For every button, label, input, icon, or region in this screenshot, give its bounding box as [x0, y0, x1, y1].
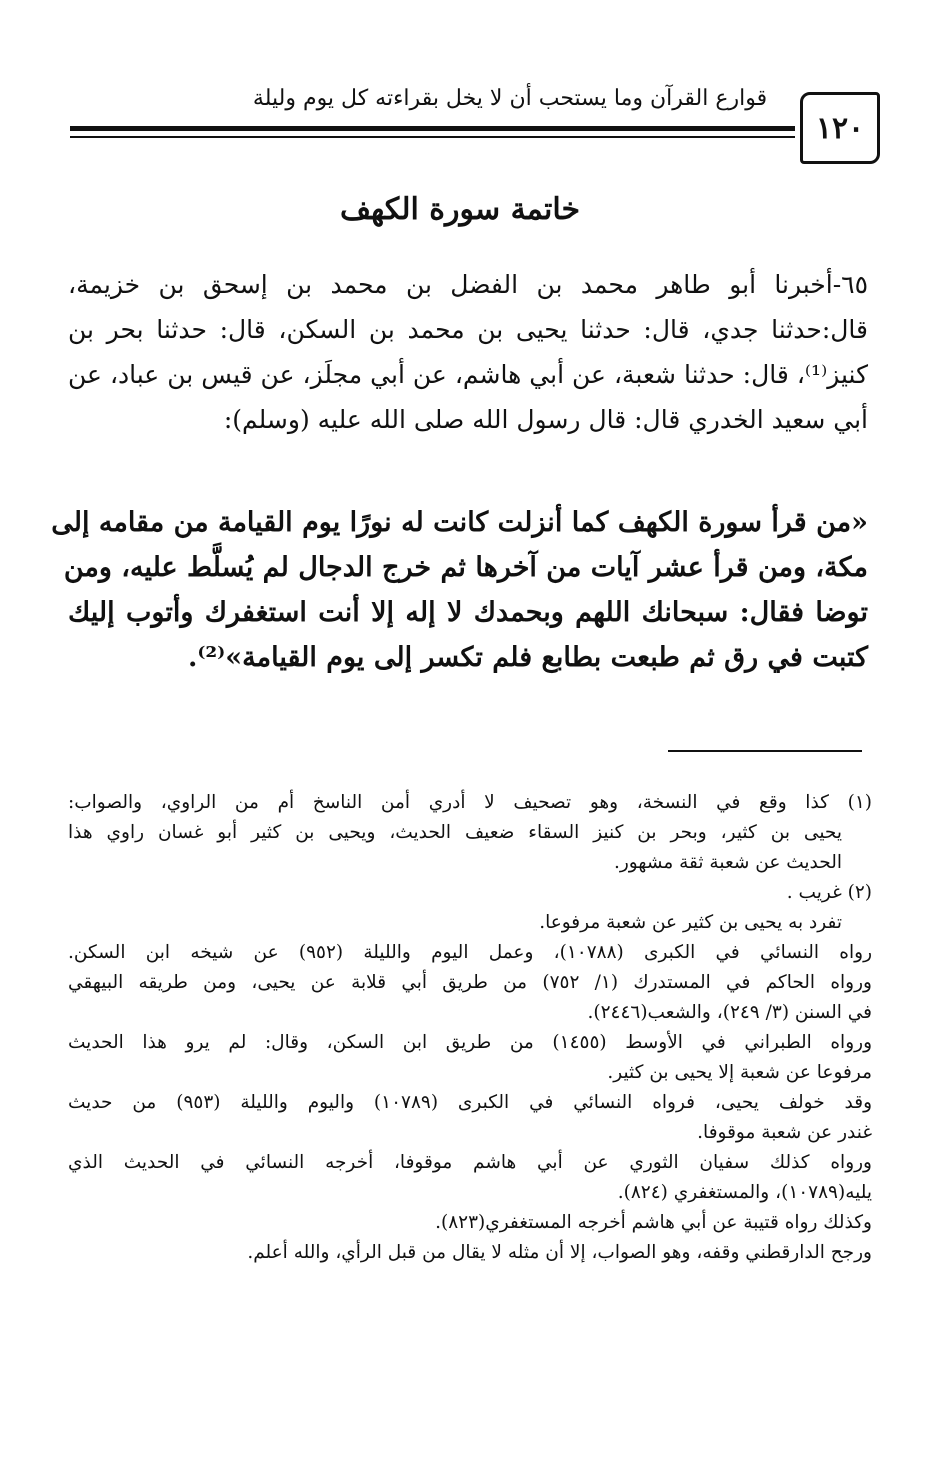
section-title: خاتمة سورة الكهف: [339, 192, 581, 227]
hadith-line: توضا فقال: سبحانك اللهم وبحمدك لا إله إلا أنت استغفرك وأتوب إليك: [68, 597, 868, 628]
footnote-line: (١) كذا وقع في النسخة، وهو تصحيف لا أدري أمن الناسخ أم من الراوي، والصواب:: [68, 792, 872, 813]
hadith-line: كتبت في رق ثم طبعت بطابع فلم تكسر إلى يوم القيامة»⁽²⁾.: [187, 642, 868, 673]
footnote-line: (٢) غريب .: [786, 882, 872, 903]
hadith-line: مكة، ومن قرأ عشر آيات من آخرها ثم خرج الدجال لم يُسلَّط عليه، ومن: [63, 552, 868, 583]
footnote-line: يليه(١٠٧٨٩)، والمستغفري (٨٢٤).: [617, 1182, 872, 1203]
footnote-line: تفرد به يحيى بن كثير عن شعبة مرفوعا.: [539, 912, 842, 933]
isnad-line: قال:حدثنا جدي، قال: حدثنا يحيى بن محمد بن السكن، قال: حدثنا بحر بن: [68, 315, 868, 344]
isnad-paragraph: [68, 262, 868, 442]
page-number: ١٢٠: [800, 92, 880, 164]
footnotes: [68, 788, 872, 1268]
footnote-line: يحيى بن كثير، وبحر بن كنيز السقاء ضعيف الحديث، ويحيى بن كثير أبو غسان راوي هذا: [68, 822, 842, 843]
footnote-line: في السنن (٣/ ٢٤٩)، والشعب(٢٤٤٦).: [587, 1002, 872, 1023]
footnote-line: الحديث عن شعبة ثقة مشهور.: [613, 852, 842, 873]
hadith-text: [51, 500, 868, 680]
footnote-line: ورواه الطبراني في الأوسط (١٤٥٥) من طريق ابن السكن، وقال: لم يرو هذا الحديث: [68, 1032, 873, 1053]
footnote-separator: [668, 750, 862, 752]
footnote-line: ورجح الدارقطني وقفه، وهو الصواب، إلا أن مثله لا يقال من قبل الرأي، والله أعلم.: [247, 1242, 872, 1263]
footnote-line: رواه النسائي في الكبرى (١٠٧٨٨)، وعمل اليوم والليلة (٩٥٢) عن شيخه ابن السكن.: [68, 942, 873, 963]
isnad-line: ٦٥-أخبرنا أبو طاهر محمد بن الفضل بن محمد بن إسحق بن خزيمة،: [68, 270, 868, 299]
footnote-line: مرفوعا عن شعبة إلا يحيى بن كثير.: [607, 1062, 872, 1083]
footnote-line: ورواه الحاكم في المستدرك (١/ ٧٥٢) من طريق أبي قلابة عن يحيى، ومن طريقه البيهقي: [68, 972, 872, 993]
footnote-line: غندر عن شعبة موقوفا.: [697, 1122, 872, 1143]
isnad-line: كنيز⁽¹⁾، قال: حدثنا شعبة، عن أبي هاشم، عن أبي مجلَز، عن قيس بن عباد، عن: [68, 360, 868, 389]
footnote-line: وكذلك رواه قتيبة عن أبي هاشم أخرجه المستغفري(٨٢٣).: [435, 1212, 872, 1233]
hadith-line: «من قرأ سورة الكهف كما أنزلت كانت له نورًا يوم القيامة من مقامه إلى: [51, 507, 868, 538]
running-header: قوارع القرآن وما يستحب أن لا يخل بقراءته كل يوم وليلة: [252, 86, 768, 111]
header-rule-thick: [70, 126, 795, 131]
header-rule-thin: [70, 136, 795, 138]
isnad-line: أبي سعيد الخدري قال: قال رسول الله صلى الله عليه (وسلم):: [223, 405, 868, 434]
footnote-line: ورواه كذلك سفيان الثوري عن أبي هاشم موقوفا، أخرجه النسائي في الحديث الذي: [68, 1152, 872, 1173]
footnote-line: وقد خولف يحيى، فرواه النسائي في الكبرى (١٠٧٨٩) واليوم والليلة (٩٥٣) من حديث: [68, 1092, 872, 1113]
